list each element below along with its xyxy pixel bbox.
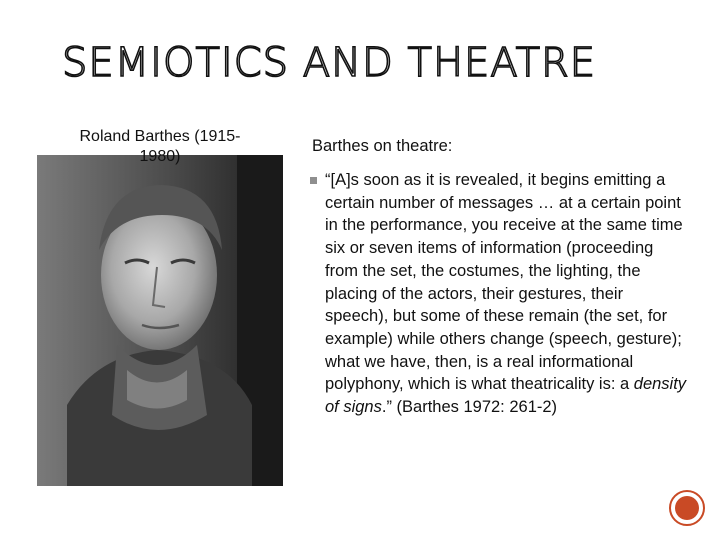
section-heading: Barthes on theatre: (312, 137, 453, 155)
quote-text-end: .” (Barthes 1972: 261-2) (381, 398, 558, 417)
circle-nav-icon (675, 496, 699, 520)
square-bullet-icon (310, 177, 317, 184)
photo-caption: Roland Barthes (1915-1980) (79, 128, 241, 165)
slide-title: SEMIOTICS AND THEATRE (62, 40, 597, 86)
list-item (310, 169, 690, 419)
quote-text-start: “[A]s soon as it is revealed, it begins emitting a certain number of messages … at a certain point in the performance, you receive at the same time six or seven items of information (proceeding from the set, the costumes, the lighting, the placing of the actors, their gestures, their speech), but some of these remain (the set, for example) while others change (speech, gesture); what we have, then, is a real informational polyphony, which is what theatricality is: a (325, 171, 683, 394)
quote-list (310, 169, 690, 419)
portrait-photo (37, 155, 283, 486)
quote-emphasis: density of signs (325, 375, 687, 417)
next-slide-button[interactable] (669, 490, 705, 526)
portrait-icon (37, 155, 283, 486)
